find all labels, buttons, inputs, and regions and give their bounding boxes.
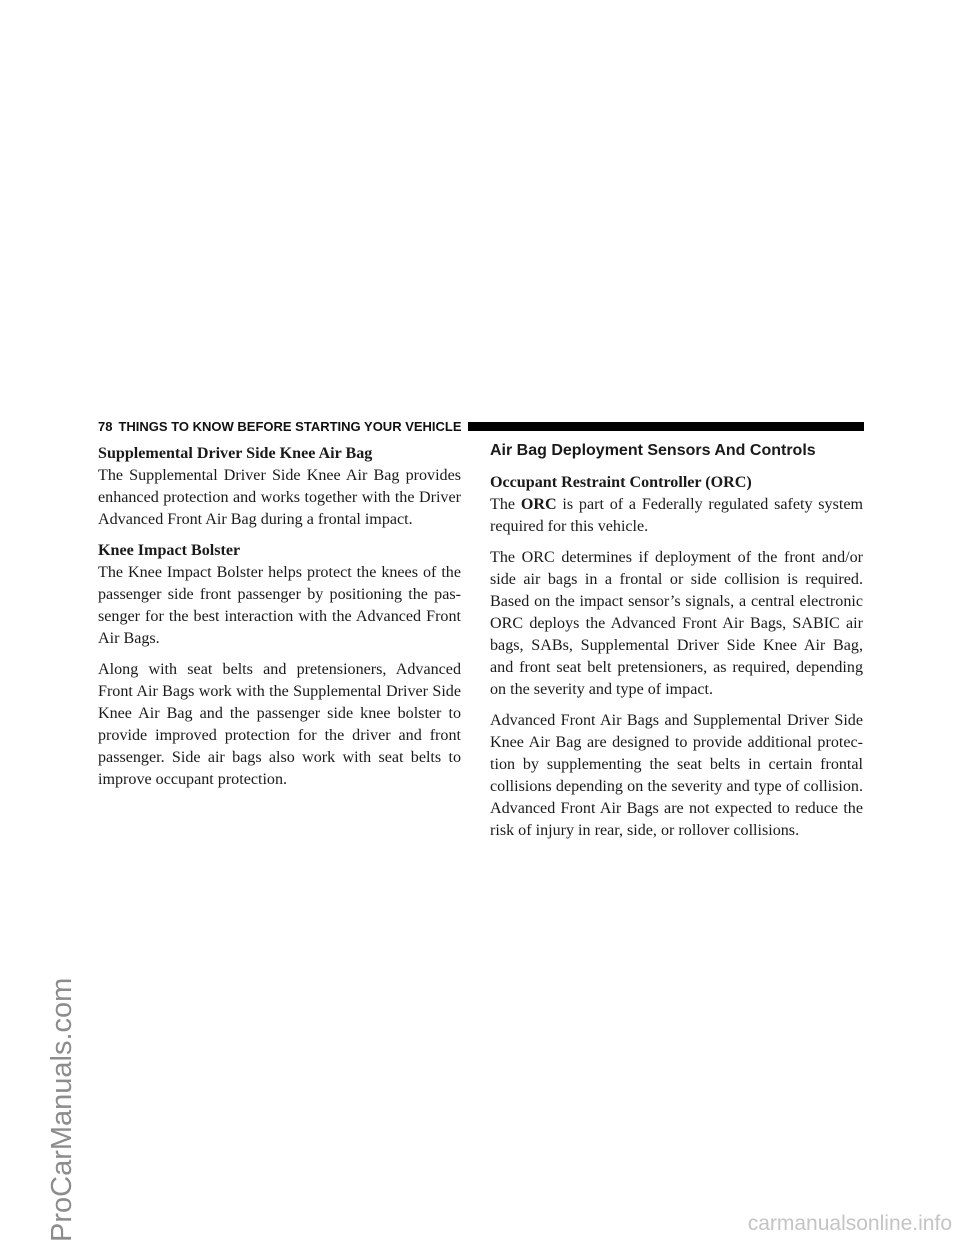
knee-air-bag-heading: Supplemental Driver Side Knee Air Bag [98,445,373,462]
left-column [98,443,461,800]
orc-heading: Occupant Restraint Controller (ORC) [490,474,752,491]
orc-determines-paragraph: The ORC determines if deployment of the front and/or side air bags in a frontal or side collision is required. Based on the impact sensor’s signals, a central electronic ORC deploys the Advanced Front Air Bags, SABIC air bags, SABs, Supplemental Driver Side Knee Air Bag, and front seat belt pretensioners, as required, depending on the severity and type of impact. [490,549,863,698]
knee-air-bag-section [98,443,461,531]
knee-air-bag-body: The Supplemental Driver Side Knee Air Bag provides enhanced protection and works together with the Driver Advanced Front Air Bag during a frontal impact. [98,467,461,528]
footer-watermark: carmanualsonline.info [747,1212,952,1235]
orc-section [490,472,863,538]
knee-bolster-heading: Knee Impact Bolster [98,542,241,559]
orc-body [490,494,863,538]
orc-body-rest: is part of a Federally regulated safety system required for this vehicle. [490,496,863,535]
seat-belt-paragraph: Along with seat belts and pretensioners, Advanced Front Air Bags work with the Supplemental Driver Side Knee Air Bag and the passenger side knee bolster to provide improved protection for the driver and front passenger. Side air bags also work with seat belts to improve occupant protection. [98,661,461,788]
side-watermark: ProCarManuals.com [46,977,78,1242]
header-rule [468,422,864,431]
orc-body-the: The [490,496,521,513]
running-section-title: THINGS TO KNOW BEFORE STARTING YOUR VEHICLE [118,418,462,434]
page-header [98,416,864,436]
knee-bolster-body: The Knee Impact Bolster helps protect the knees of the passenger side front passenger by positioning the passenger for the best interaction with the Advanced Front Air Bags. [98,564,461,647]
right-column [490,440,863,851]
orc-body-bold: ORC [520,496,557,513]
advanced-air-bags-paragraph: Advanced Front Air Bags and Supplemental Driver Side Knee Air Bag are designed to provide additional protection by supplementing the seat belts in certain frontal collisions depending on the severity and type of collision. Advanced Front Air Bags are not expected to reduce the risk of injury in rear, side, or rollover collisions. [490,712,863,839]
deployment-sensors-heading: Air Bag Deployment Sensors And Controls [490,442,816,459]
page-number: 78 [98,418,113,434]
knee-bolster-section [98,540,461,650]
